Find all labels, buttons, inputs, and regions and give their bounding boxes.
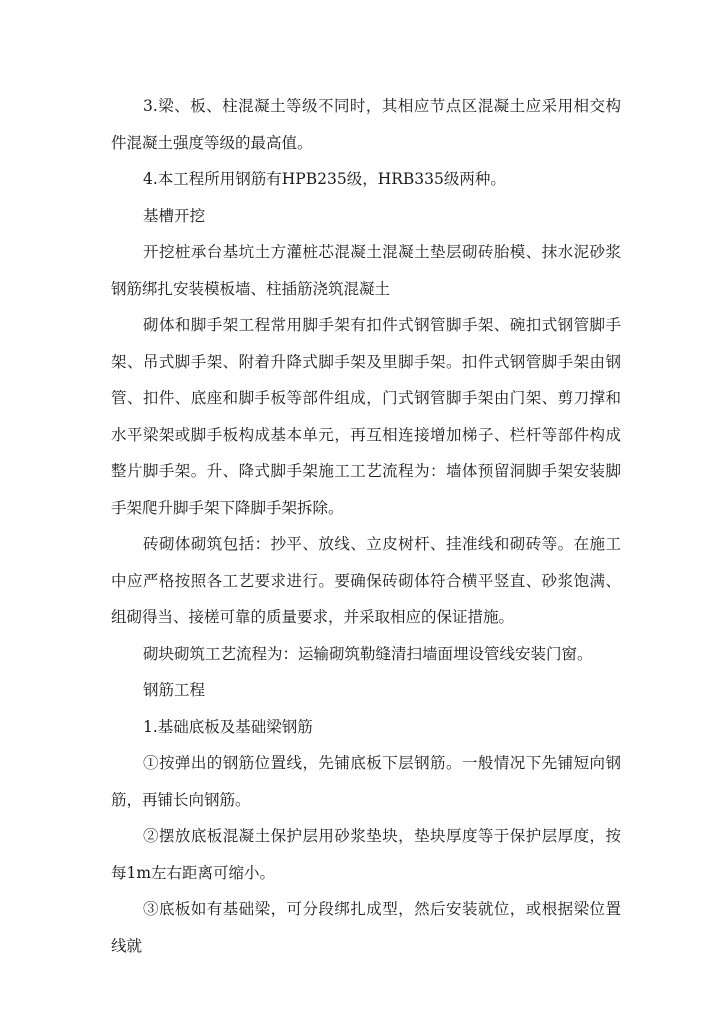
paragraph-brick-masonry: 砖砌体砌筑包括：抄平、放线、立皮树杆、挂准线和砌砖等。在施工中应严格按照各工艺要求进行。要确保砖砌体符合横平竖直、砂浆饱满、组砌得当、接槎可靠的质量要求，并采取相应的保证措施。 — [111, 535, 621, 626]
paragraph-step-2: ②摆放底板混凝土保护层用砂浆垫块，垫块厚度等于保护层厚度，按每1m左右距离可缩小。 — [111, 827, 621, 882]
paragraph-step-3: ③底板如有基础梁，可分段绑扎成型，然后安装就位，或根据梁位置线就 — [111, 900, 621, 955]
paragraph-excavation-process: 开挖桩承台基坑土方灌桩芯混凝土混凝土垫层砌砖胎模、抹水泥砂浆钢筋绑扎安装模板墙、柱插筋浇筑混凝土 — [111, 243, 621, 298]
document-body — [111, 88, 621, 964]
paragraph-block-masonry: 砌块砌筑工艺流程为：运输砌筑勒缝清扫墙面埋设管线安装门窗。 — [143, 644, 593, 663]
heading-rebar-engineering: 钢筋工程 — [143, 681, 206, 699]
paragraph-foundation-rebar-title: 1.基础底板及基础梁钢筋 — [143, 717, 313, 736]
paragraph-scaffolding: 砌体和脚手架工程常用脚手架有扣件式钢管脚手架、碗扣式钢管脚手架、吊式脚手架、附着升降式脚手架及里脚手架。扣件式钢管脚手架由钢管、扣件、底座和脚手板等部件组成，门式钢管脚手架由门架、剪刀撑和水平梁架或脚手板构成基本单元，再互相连接增加梯子、栏杆等部件构成整片脚手架。升、降式脚手架施工工艺流程为：墙体预留洞脚手架安装脚手架爬升脚手架下降脚手架拆除。 — [111, 316, 621, 517]
paragraph-concrete-grade: 3.梁、板、柱混凝土等级不同时，其相应节点区混凝土应采用相交构件混凝土强度等级的最高值。 — [111, 97, 621, 152]
heading-trench-excavation: 基槽开挖 — [143, 206, 206, 225]
paragraph-step-1: ①按弹出的钢筋位置线，先铺底板下层钢筋。一般情况下先铺短向钢筋，再铺长向钢筋。 — [111, 754, 621, 809]
paragraph-rebar-types: 4.本工程所用钢筋有HPB235级，HRB335级两种。 — [143, 170, 506, 188]
